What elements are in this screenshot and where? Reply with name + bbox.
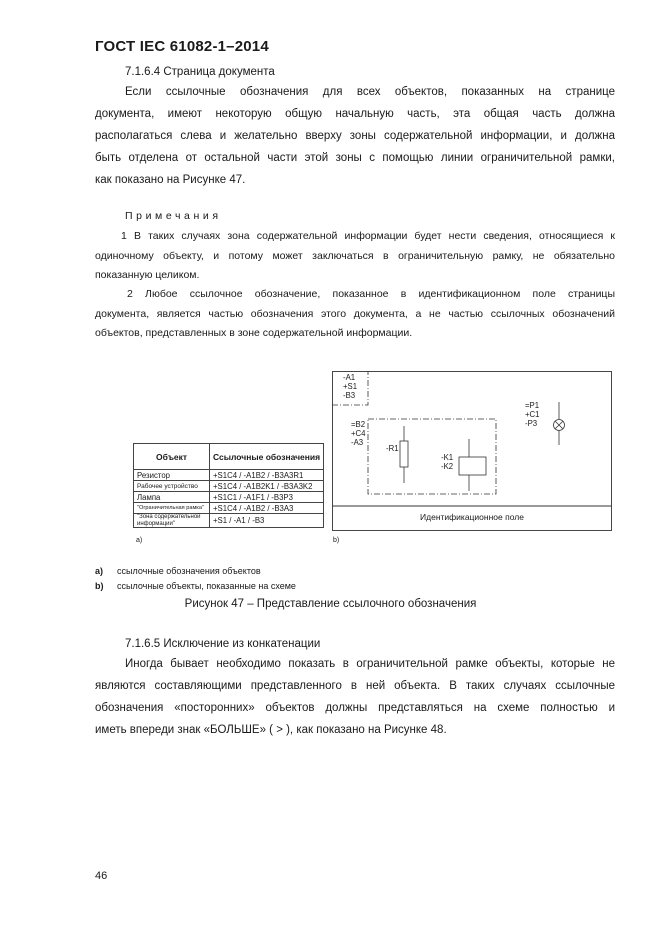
text-line: иметь впереди знак «БОЛЬШЕ» ( > ), как показано на Рисунке 48. — [95, 724, 447, 736]
table-row — [134, 470, 324, 481]
figure-caption: Рисунок 47 – Представление ссылочного обозначения — [184, 598, 477, 610]
resistor-label: -R1 — [386, 444, 399, 453]
table-header-row — [134, 444, 324, 470]
table-row — [134, 514, 324, 528]
label: -P3 — [525, 419, 538, 428]
cell-object: Лампа — [134, 492, 210, 503]
legend-key: a) — [95, 566, 104, 576]
text-line: одиночному объекту, и потому может заключаться в ограничительную рамку, не обязательно — [95, 249, 615, 262]
label: -A1 — [343, 373, 356, 382]
relay-labels — [441, 453, 453, 471]
text-line: располагаться слева и желательно вверху зоны содержательной информации, и должна — [95, 130, 615, 142]
note-1 — [95, 227, 615, 286]
cell-object: Рабочее устройство — [134, 481, 210, 492]
reference-designation-table — [133, 443, 324, 528]
cell-object: Резистор — [134, 470, 210, 481]
document-header: ГОСТ IEC 61082-1–2014 — [95, 38, 269, 55]
subfigure-a-label: a) — [136, 537, 143, 544]
identification-field-label: Идентификационное поле — [420, 512, 524, 522]
table-row — [134, 492, 324, 503]
text-line: документа, является частью обозначения этого документа, а не частью ссылочных обозначений — [95, 307, 615, 320]
legend-item-b — [95, 581, 296, 591]
resistor-symbol — [400, 441, 408, 467]
cell-refs: +S1 / -A1 / -B3 — [210, 514, 324, 528]
text-line: как показано на Рисунке 47. — [95, 174, 246, 186]
table-row — [134, 503, 324, 514]
section-heading-7-1-6-4: 7.1.6.4 Страница документа — [125, 66, 275, 78]
section1-paragraph — [95, 81, 615, 191]
label: -B3 — [343, 391, 356, 400]
label: +C4 — [351, 429, 366, 438]
label: =B2 — [351, 420, 366, 429]
inner-frame-labels — [351, 420, 366, 447]
text-line: Если ссылочные обозначения для всех объектов, показанных на странице — [125, 86, 615, 98]
outer-frame — [333, 372, 612, 531]
cell-refs: +S1C1 / -A1F1 / -B3P3 — [210, 492, 324, 503]
page-number: 46 — [95, 870, 108, 882]
legend-item-a — [95, 566, 261, 576]
label: -K1 — [441, 453, 454, 462]
diagram-drawing — [332, 371, 612, 531]
legend-text: ссылочные объекты, показанные на схеме — [117, 581, 296, 591]
text-line: быть отделена от остальной части этой зоны с помощью линии ограничительной рамки, — [95, 152, 615, 164]
column-header-object: Объект — [134, 444, 210, 470]
text-line: документа, имеют некоторую общую начальную часть, эта общая часть должна — [95, 108, 615, 120]
text-line: показанную целиком. — [95, 269, 200, 281]
legend-text: ссылочные обозначения объектов — [117, 566, 261, 576]
cell-refs: +S1C4 / -A1B2 / -B3A3R1 — [210, 470, 324, 481]
notes-heading: Примечания — [125, 210, 222, 222]
text-line: объектов, представленных в зоне содержательной информации. — [95, 327, 413, 339]
legend-key: b) — [95, 581, 104, 591]
corner-labels — [343, 373, 357, 400]
label: +C1 — [525, 410, 540, 419]
label: =P1 — [525, 401, 540, 410]
label: -A3 — [351, 438, 364, 447]
cell-refs: +S1C4 / -A1B2K1 / -B3A3K2 — [210, 481, 324, 492]
relay-coil-symbol — [459, 457, 486, 475]
lamp-labels — [525, 401, 540, 428]
note-2 — [95, 285, 615, 344]
label: -K2 — [441, 462, 454, 471]
text-line: Иногда бывает необходимо показать в ограничительной рамке объекты, которые не — [125, 658, 615, 670]
subfigure-b-label: b) — [333, 537, 340, 544]
circuit-diagram — [332, 371, 612, 531]
text-line: обозначения «посторонних» объектов должны представляться на схеме полностью и — [95, 702, 615, 714]
cell-refs: +S1C4 / -A1B2 / -B3A3 — [210, 503, 324, 514]
section-heading-7-1-6-5: 7.1.6.5 Исключение из конкатенации — [125, 638, 321, 650]
section2-paragraph — [95, 653, 615, 741]
label: +S1 — [343, 382, 358, 391]
cell-object: "Зона содержательной информации" — [134, 514, 210, 528]
text-line: являются составляющими представленного в ней объекта. В таких случаях ссылочные — [95, 680, 615, 692]
text-line: 1 В таких случаях зона содержательной информации будет нести сведения, относящиеся к — [121, 230, 615, 242]
inner-boundary-frame — [368, 419, 496, 494]
column-header-refs: Ссылочные обозначения — [210, 444, 324, 470]
table-row — [134, 481, 324, 492]
text-line: 2 Любое ссылочное обозначение, показанное в идентификационном поле страницы — [127, 288, 615, 300]
cell-object: "Ограничительная рамка" — [134, 503, 210, 514]
